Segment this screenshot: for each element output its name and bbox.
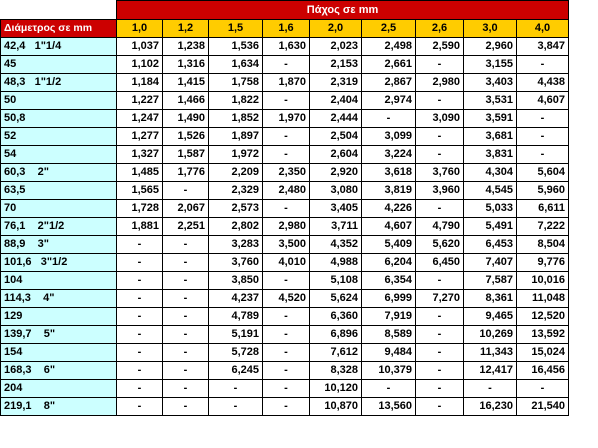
diameter-cell: 219,1 8" (1, 398, 117, 416)
diameter-cell: 63,5 (1, 182, 117, 200)
weight-value-cell: 2,329 (209, 182, 263, 200)
weight-value-cell: 2,573 (209, 200, 263, 218)
weight-value-cell: 4,790 (416, 218, 464, 236)
weight-value-cell: 1,490 (163, 110, 209, 128)
weight-value-cell: 2,350 (263, 164, 310, 182)
thickness-header-cell: 1,2 (163, 20, 209, 38)
weight-value-cell: 9,776 (517, 254, 569, 272)
weight-value-cell: 1,415 (163, 74, 209, 92)
weight-value-cell: 6,611 (517, 200, 569, 218)
table-row (1, 218, 569, 236)
weight-value-cell: 1,881 (117, 218, 163, 236)
weight-value-cell: 5,620 (416, 236, 464, 254)
weight-value-cell: - (416, 380, 464, 398)
weight-value-cell: 3,850 (209, 272, 263, 290)
weight-value-cell: 2,504 (310, 128, 362, 146)
weight-value-cell: 3,099 (362, 128, 416, 146)
weight-value-cell: 12,417 (464, 362, 517, 380)
weight-value-cell: 1,972 (209, 146, 263, 164)
table-row (1, 254, 569, 272)
diameter-cell: 101,6 3"1/2 (1, 254, 117, 272)
weight-value-cell: 3,155 (464, 56, 517, 74)
weight-value-cell: - (416, 146, 464, 164)
table-row (1, 182, 569, 200)
weight-value-cell: 5,033 (464, 200, 517, 218)
weight-value-cell: - (163, 362, 209, 380)
weight-value-cell: - (209, 398, 263, 416)
weight-value-cell: 6,354 (362, 272, 416, 290)
table-row (1, 128, 569, 146)
weight-value-cell: 3,224 (362, 146, 416, 164)
diameter-cell: 54 (1, 146, 117, 164)
thickness-header-cell: 1,6 (263, 20, 310, 38)
weight-value-cell: 4,010 (263, 254, 310, 272)
weight-value-cell: - (117, 290, 163, 308)
weight-value-cell: - (263, 398, 310, 416)
weight-value-cell: 6,204 (362, 254, 416, 272)
weight-value-cell: 3,760 (416, 164, 464, 182)
weight-value-cell: 13,560 (362, 398, 416, 416)
weight-value-cell: 4,438 (517, 74, 569, 92)
weight-value-cell: - (117, 272, 163, 290)
diameter-cell: 60,3 2" (1, 164, 117, 182)
weight-value-cell: - (362, 110, 416, 128)
weight-value-cell: 7,270 (416, 290, 464, 308)
weight-value-cell: 8,589 (362, 326, 416, 344)
weight-value-cell: - (163, 380, 209, 398)
weight-value-cell: - (263, 146, 310, 164)
weight-value-cell: - (263, 92, 310, 110)
weight-value-cell: 4,545 (464, 182, 517, 200)
weight-value-cell: 10,870 (310, 398, 362, 416)
weight-value-cell: 1,102 (117, 56, 163, 74)
weight-value-cell: 2,498 (362, 38, 416, 56)
weight-value-cell: - (263, 200, 310, 218)
weight-value-cell: - (163, 236, 209, 254)
weight-value-cell: 6,450 (416, 254, 464, 272)
thickness-header-cell: 1,0 (117, 20, 163, 38)
weight-value-cell: 16,230 (464, 398, 517, 416)
weight-value-cell: 16,456 (517, 362, 569, 380)
weight-value-cell: 2,920 (310, 164, 362, 182)
weight-value-cell: 6,453 (464, 236, 517, 254)
table-row (1, 110, 569, 128)
weight-value-cell: - (117, 236, 163, 254)
weight-value-cell: 1,630 (263, 38, 310, 56)
thickness-header-cell: 1,5 (209, 20, 263, 38)
weight-value-cell: 1,466 (163, 92, 209, 110)
thickness-header-cell: 3,0 (464, 20, 517, 38)
diameter-cell: 204 (1, 380, 117, 398)
diameter-cell: 104 (1, 272, 117, 290)
weight-value-cell: 4,352 (310, 236, 362, 254)
weight-value-cell: 6,360 (310, 308, 362, 326)
weight-value-cell: 2,661 (362, 56, 416, 74)
weight-value-cell: 5,409 (362, 236, 416, 254)
weight-value-cell: 8,504 (517, 236, 569, 254)
weight-value-cell: 4,607 (362, 218, 416, 236)
diameter-cell: 42,4 1"1/4 (1, 38, 117, 56)
weight-value-cell: 2,974 (362, 92, 416, 110)
weight-value-cell: 5,960 (517, 182, 569, 200)
weight-value-cell: 5,491 (464, 218, 517, 236)
weight-value-cell: - (416, 308, 464, 326)
thickness-super-header: Πάχος σε mm (117, 1, 569, 20)
weight-value-cell: - (416, 362, 464, 380)
weight-value-cell: 3,618 (362, 164, 416, 182)
weight-value-cell: 2,444 (310, 110, 362, 128)
weight-value-cell: 2,604 (310, 146, 362, 164)
weight-value-cell: - (517, 380, 569, 398)
weight-value-cell: 4,988 (310, 254, 362, 272)
thickness-header-cell: 2,5 (362, 20, 416, 38)
weight-value-cell: - (117, 398, 163, 416)
weight-value-cell: 9,465 (464, 308, 517, 326)
weight-value-cell: 1,634 (209, 56, 263, 74)
weight-value-cell: 1,852 (209, 110, 263, 128)
table-row (1, 272, 569, 290)
weight-value-cell: 3,831 (464, 146, 517, 164)
diameter-cell: 48,3 1"1/2 (1, 74, 117, 92)
diameter-cell: 45 (1, 56, 117, 74)
weight-value-cell: 13,592 (517, 326, 569, 344)
diameter-cell: 88,9 3" (1, 236, 117, 254)
weight-value-cell: - (263, 344, 310, 362)
weight-value-cell: - (464, 380, 517, 398)
diameter-cell: 76,1 2"1/2 (1, 218, 117, 236)
weight-value-cell: 2,867 (362, 74, 416, 92)
weight-value-cell: - (416, 398, 464, 416)
weight-value-cell: 3,711 (310, 218, 362, 236)
corner-blank-cell (1, 1, 117, 20)
weight-value-cell: 2,802 (209, 218, 263, 236)
weight-value-cell: 4,789 (209, 308, 263, 326)
weight-value-cell: - (416, 272, 464, 290)
weight-value-cell: 2,023 (310, 38, 362, 56)
table-row (1, 398, 569, 416)
weight-value-cell: - (163, 290, 209, 308)
weight-value-cell: 2,480 (263, 182, 310, 200)
weight-value-cell: 10,269 (464, 326, 517, 344)
weight-value-cell: 4,304 (464, 164, 517, 182)
weight-value-cell: 3,500 (263, 236, 310, 254)
diameter-cell: 70 (1, 200, 117, 218)
table-row (1, 326, 569, 344)
weight-value-cell: 5,191 (209, 326, 263, 344)
table-row (1, 92, 569, 110)
weight-value-cell: 21,540 (517, 398, 569, 416)
weight-value-cell: 1,822 (209, 92, 263, 110)
weight-value-cell: - (416, 56, 464, 74)
weight-value-cell: - (263, 380, 310, 398)
weight-value-cell: 10,379 (362, 362, 416, 380)
weight-value-cell: 4,226 (362, 200, 416, 218)
diameter-cell: 50 (1, 92, 117, 110)
table-row (1, 146, 569, 164)
weight-value-cell: 10,120 (310, 380, 362, 398)
weight-value-cell: 2,960 (464, 38, 517, 56)
diameter-cell: 139,7 5" (1, 326, 117, 344)
weight-value-cell: - (163, 344, 209, 362)
weight-value-cell: - (163, 182, 209, 200)
weight-value-cell: 5,624 (310, 290, 362, 308)
table-row (1, 308, 569, 326)
diameter-cell: 168,3 6" (1, 362, 117, 380)
weight-value-cell: 1,485 (117, 164, 163, 182)
weight-value-cell: - (416, 200, 464, 218)
weight-value-cell: - (163, 308, 209, 326)
weight-value-cell: - (163, 326, 209, 344)
thickness-header-cell: 2,0 (310, 20, 362, 38)
table-row (1, 200, 569, 218)
weight-value-cell: - (163, 272, 209, 290)
weight-value-cell: 3,283 (209, 236, 263, 254)
weight-value-cell: 6,245 (209, 362, 263, 380)
weight-value-cell: - (117, 362, 163, 380)
weight-value-cell: 3,090 (416, 110, 464, 128)
weight-value-cell: 3,405 (310, 200, 362, 218)
weight-value-cell: 1,316 (163, 56, 209, 74)
table-row (1, 380, 569, 398)
weight-value-cell: 8,361 (464, 290, 517, 308)
weight-value-cell: - (117, 380, 163, 398)
weight-value-cell: - (163, 398, 209, 416)
diameter-cell: 154 (1, 344, 117, 362)
weight-value-cell: 1,238 (163, 38, 209, 56)
weight-value-cell: 3,960 (416, 182, 464, 200)
weight-value-cell: 12,520 (517, 308, 569, 326)
weight-value-cell: - (263, 326, 310, 344)
weight-value-cell: 2,590 (416, 38, 464, 56)
weight-value-cell: 1,526 (163, 128, 209, 146)
weight-value-cell: - (117, 326, 163, 344)
weight-value-cell: - (416, 92, 464, 110)
weight-value-cell: 1,184 (117, 74, 163, 92)
weight-value-cell: - (117, 344, 163, 362)
weight-value-cell: 3,760 (209, 254, 263, 272)
weight-value-cell: 1,565 (117, 182, 163, 200)
weight-value-cell: 5,728 (209, 344, 263, 362)
weight-value-cell: 4,607 (517, 92, 569, 110)
weight-value-cell: 7,612 (310, 344, 362, 362)
weight-value-cell: 1,037 (117, 38, 163, 56)
weight-value-cell: 6,896 (310, 326, 362, 344)
weight-value-cell: 7,919 (362, 308, 416, 326)
weight-value-cell: - (163, 254, 209, 272)
weight-value-cell: 4,520 (263, 290, 310, 308)
weight-value-cell: 1,870 (263, 74, 310, 92)
weight-value-cell: 3,847 (517, 38, 569, 56)
weight-value-cell: 1,970 (263, 110, 310, 128)
diameter-cell: 52 (1, 128, 117, 146)
table-row (1, 164, 569, 182)
diameter-cell: 129 (1, 308, 117, 326)
weight-value-cell: 3,681 (464, 128, 517, 146)
weight-value-cell: 1,536 (209, 38, 263, 56)
weight-value-cell: - (209, 380, 263, 398)
diameter-cell: 50,8 (1, 110, 117, 128)
weight-value-cell: 1,327 (117, 146, 163, 164)
weight-value-cell: - (416, 344, 464, 362)
weight-value-cell: - (263, 272, 310, 290)
weight-value-cell: - (517, 110, 569, 128)
table-row (1, 344, 569, 362)
diameter-column-header: Διάμετρος σε mm (1, 20, 117, 38)
weight-value-cell: - (517, 56, 569, 74)
weight-value-cell: 1,776 (163, 164, 209, 182)
weight-value-cell: - (517, 146, 569, 164)
weight-value-cell: 2,067 (163, 200, 209, 218)
weight-value-cell: 3,531 (464, 92, 517, 110)
weight-value-cell: 3,819 (362, 182, 416, 200)
weight-value-cell: - (416, 128, 464, 146)
weight-value-cell: - (362, 380, 416, 398)
weight-value-cell: 2,404 (310, 92, 362, 110)
weight-value-cell: 2,980 (263, 218, 310, 236)
weight-value-cell: - (263, 308, 310, 326)
weight-value-cell: - (263, 362, 310, 380)
thickness-header-cell: 2,6 (416, 20, 464, 38)
table-row (1, 362, 569, 380)
weight-value-cell: 1,897 (209, 128, 263, 146)
weight-value-cell: 2,209 (209, 164, 263, 182)
weight-value-cell: 9,484 (362, 344, 416, 362)
weight-value-cell: - (117, 254, 163, 272)
weight-value-cell: 2,251 (163, 218, 209, 236)
weight-value-cell: 7,407 (464, 254, 517, 272)
weight-value-cell: 3,403 (464, 74, 517, 92)
weight-value-cell: 2,319 (310, 74, 362, 92)
weight-value-cell: - (263, 128, 310, 146)
table-row (1, 38, 569, 56)
table-row (1, 74, 569, 92)
weight-value-cell: 1,227 (117, 92, 163, 110)
table-row (1, 236, 569, 254)
weight-value-cell: 1,277 (117, 128, 163, 146)
weight-value-cell: - (416, 326, 464, 344)
diameter-cell: 114,3 4" (1, 290, 117, 308)
weight-value-cell: 5,108 (310, 272, 362, 290)
weight-value-cell: 7,222 (517, 218, 569, 236)
weight-value-cell: 11,048 (517, 290, 569, 308)
weight-value-cell: 1,587 (163, 146, 209, 164)
table-row (1, 290, 569, 308)
weight-value-cell: - (263, 56, 310, 74)
weight-value-cell: 15,024 (517, 344, 569, 362)
weight-value-cell: - (117, 308, 163, 326)
weight-value-cell: 1,728 (117, 200, 163, 218)
weight-value-cell: 11,343 (464, 344, 517, 362)
weight-value-cell: 3,080 (310, 182, 362, 200)
weight-value-cell: 5,604 (517, 164, 569, 182)
weight-value-cell: 1,247 (117, 110, 163, 128)
weight-value-cell: 6,999 (362, 290, 416, 308)
weight-value-cell: 2,980 (416, 74, 464, 92)
weight-value-cell: 8,328 (310, 362, 362, 380)
weight-value-cell: 4,237 (209, 290, 263, 308)
weight-value-cell: 3,591 (464, 110, 517, 128)
weight-value-cell: 10,016 (517, 272, 569, 290)
table-row (1, 56, 569, 74)
weight-value-cell: 2,153 (310, 56, 362, 74)
weight-value-cell: - (517, 128, 569, 146)
thickness-header-cell: 4,0 (517, 20, 569, 38)
weight-value-cell: 1,758 (209, 74, 263, 92)
weight-value-cell: 7,587 (464, 272, 517, 290)
